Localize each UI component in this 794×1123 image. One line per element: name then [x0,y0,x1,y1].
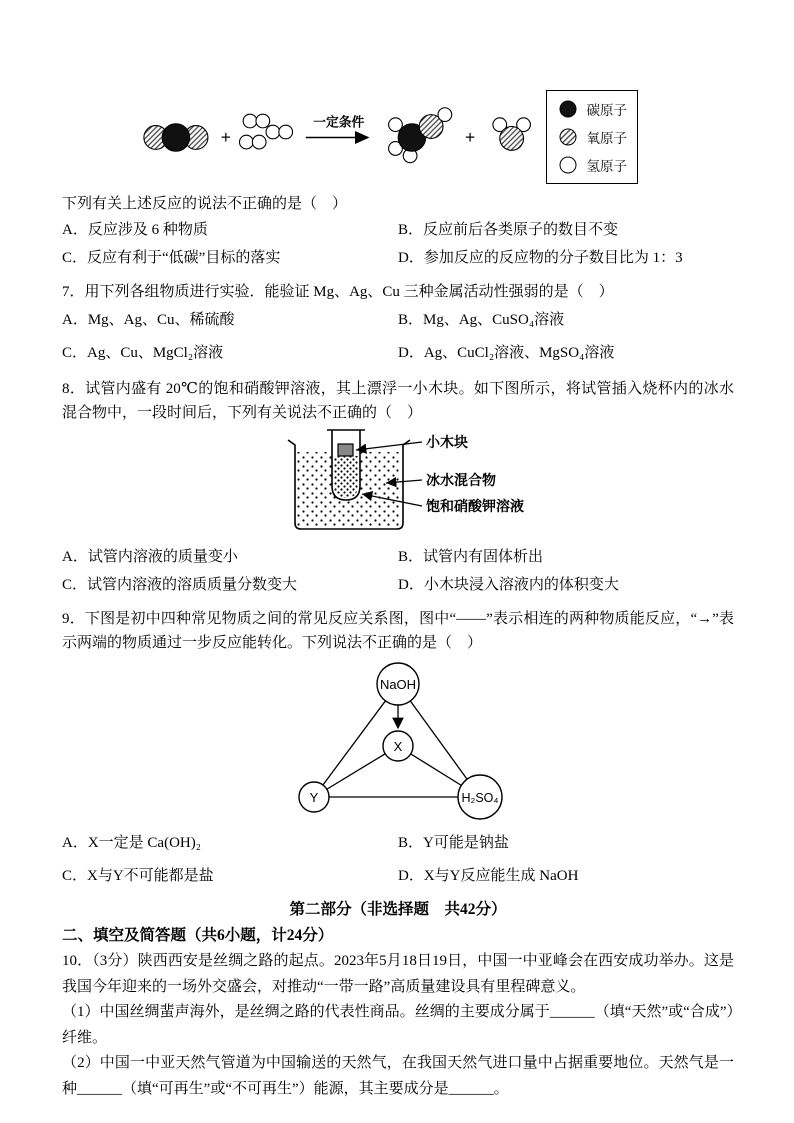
q6-option-b: B．反应前后各类原子的数目不变 [398,222,619,238]
solution-label: 饱和硝酸钾溶液 [426,500,524,515]
solution-fill [334,456,358,498]
oxygen-atom-icon [559,128,577,146]
product-water-molecule [493,118,531,150]
q6-option-a: A．反应涉及 6 种物质 [62,222,208,238]
q7-option-c: C．Ag、Cu、MgCl₂溶液 [62,344,224,361]
ice-water-label: 冰水混合物 [426,474,496,489]
legend-label-oxygen: 氧原子 [586,131,627,146]
carbon-atom-icon [559,100,577,118]
atom-legend [546,90,639,184]
q7-option-a: A．Mg、Ag、Cu、稀硫酸 [62,312,235,328]
q9-option-b: B．Y可能是钠盐 [398,835,509,851]
node-naoh-label: NaOH [379,677,417,692]
reaction-diagram [132,84,546,180]
q8-option-c: C．试管内溶液的溶质质量分数变大 [62,577,298,593]
q7-stem: 7．用下列各组物质进行实验．能验证 Mg、Ag、Cu 三种金属活动性强弱的是（ ） [62,284,614,300]
q7-option-d: D．Ag、CuCl₂溶液、MgSO₄溶液 [398,344,615,361]
plus-sign: + [220,126,231,147]
q9-options [62,827,734,892]
legend-label-hydrogen: 氢原子 [586,159,627,174]
relationship-diagram [280,660,516,824]
beaker-figure [274,428,734,540]
hydrogen-atom-icon [559,156,577,174]
q7-option-b: B．Mg、Ag、CuSO₄溶液 [398,312,565,328]
q8-stem: 8．试管内盛有 20℃的饱和硝酸钾溶液，其上漂浮一小木块。如下图所示，将试管插入烧杯内的冰水混合物中，一段时间后，下列有关说法不正确的（ ） [62,381,734,421]
reactant-co2-molecule [144,124,208,151]
q6-option-c: C．反应有利于“低碳”目标的落实 [62,250,281,266]
reaction-figure-row [62,84,734,184]
node-h2so4-label: H₂SO₄ [461,791,499,805]
condition-label: 一定条件 [313,115,365,130]
legend-label-carbon: 碳原子 [586,103,627,118]
q8-option-a: A．试管内溶液的质量变小 [62,549,238,565]
beaker-diagram [274,428,584,540]
q10-intro: 10．（3分）陕西西安是丝绸之路的起点。2023年5月18日19日，中国一中亚峰会在西安成功举办。这是我国今年迎来的一场外交盛会，对推动“一带一路”高质量建设具有里程碑意义。 [62,953,734,995]
legend-item-carbon [559,99,628,119]
product-methanol-molecule [389,108,452,163]
part2-subtitle: 二、填空及简答题（共6小题，计24分） [62,926,334,944]
reactant-h2-molecules [239,114,292,149]
part2-title: 第二部分（非选择题 共42分） [289,901,507,918]
q9-stem: 9．下图是初中四种常见物质之间的常见反应关系图，图中“——”表示相连的两种物质能反应，“→”表示两端的物质通过一步反应能转化。下列说法不正确的是（ ） [62,611,734,651]
q7-options [62,304,734,369]
wood-block-label: 小木块 [426,436,468,451]
q10-part2: （2）中国一中亚天然气管道为中国输送的天然气，在我国天然气进口量中占据重要地位。天然气是一种______（填“可再生”或“不可再生”）能源，其主要成分是______。 [62,1055,734,1097]
wood-block-pointer [356,442,422,450]
q9-option-d: D．X与Y反应能生成 NaOH [398,867,579,884]
legend-item-oxygen [559,127,628,147]
q8-option-d: D．小木块浸入溶液内的体积变大 [398,577,619,593]
node-x-label: X [393,739,403,754]
q8-option-b: B．试管内有固体析出 [398,549,544,565]
condition-arrow [306,115,368,138]
q9-option-c: C．X与Y不可能都是盐 [62,867,214,884]
q6-option-d: D．参加反应的反应物的分子数目比为 1：3 [398,250,683,266]
wood-block [338,444,353,456]
q6-options [62,216,734,272]
plus-sign: + [464,126,476,147]
q6-stem: 下列有关上述反应的说法不正确的是（ ） [62,196,348,212]
legend-item-hydrogen [559,155,628,175]
q8-options [62,543,734,599]
q9-option-a: A．X一定是 Ca(OH)₂ [62,835,201,851]
node-y-label: Y [309,790,319,805]
q10-part1: （1）中国丝绸蜚声海外，是丝绸之路的代表性商品。丝绸的主要成分属于______（填“天然”或“合成”）纤维。 [62,1004,734,1046]
